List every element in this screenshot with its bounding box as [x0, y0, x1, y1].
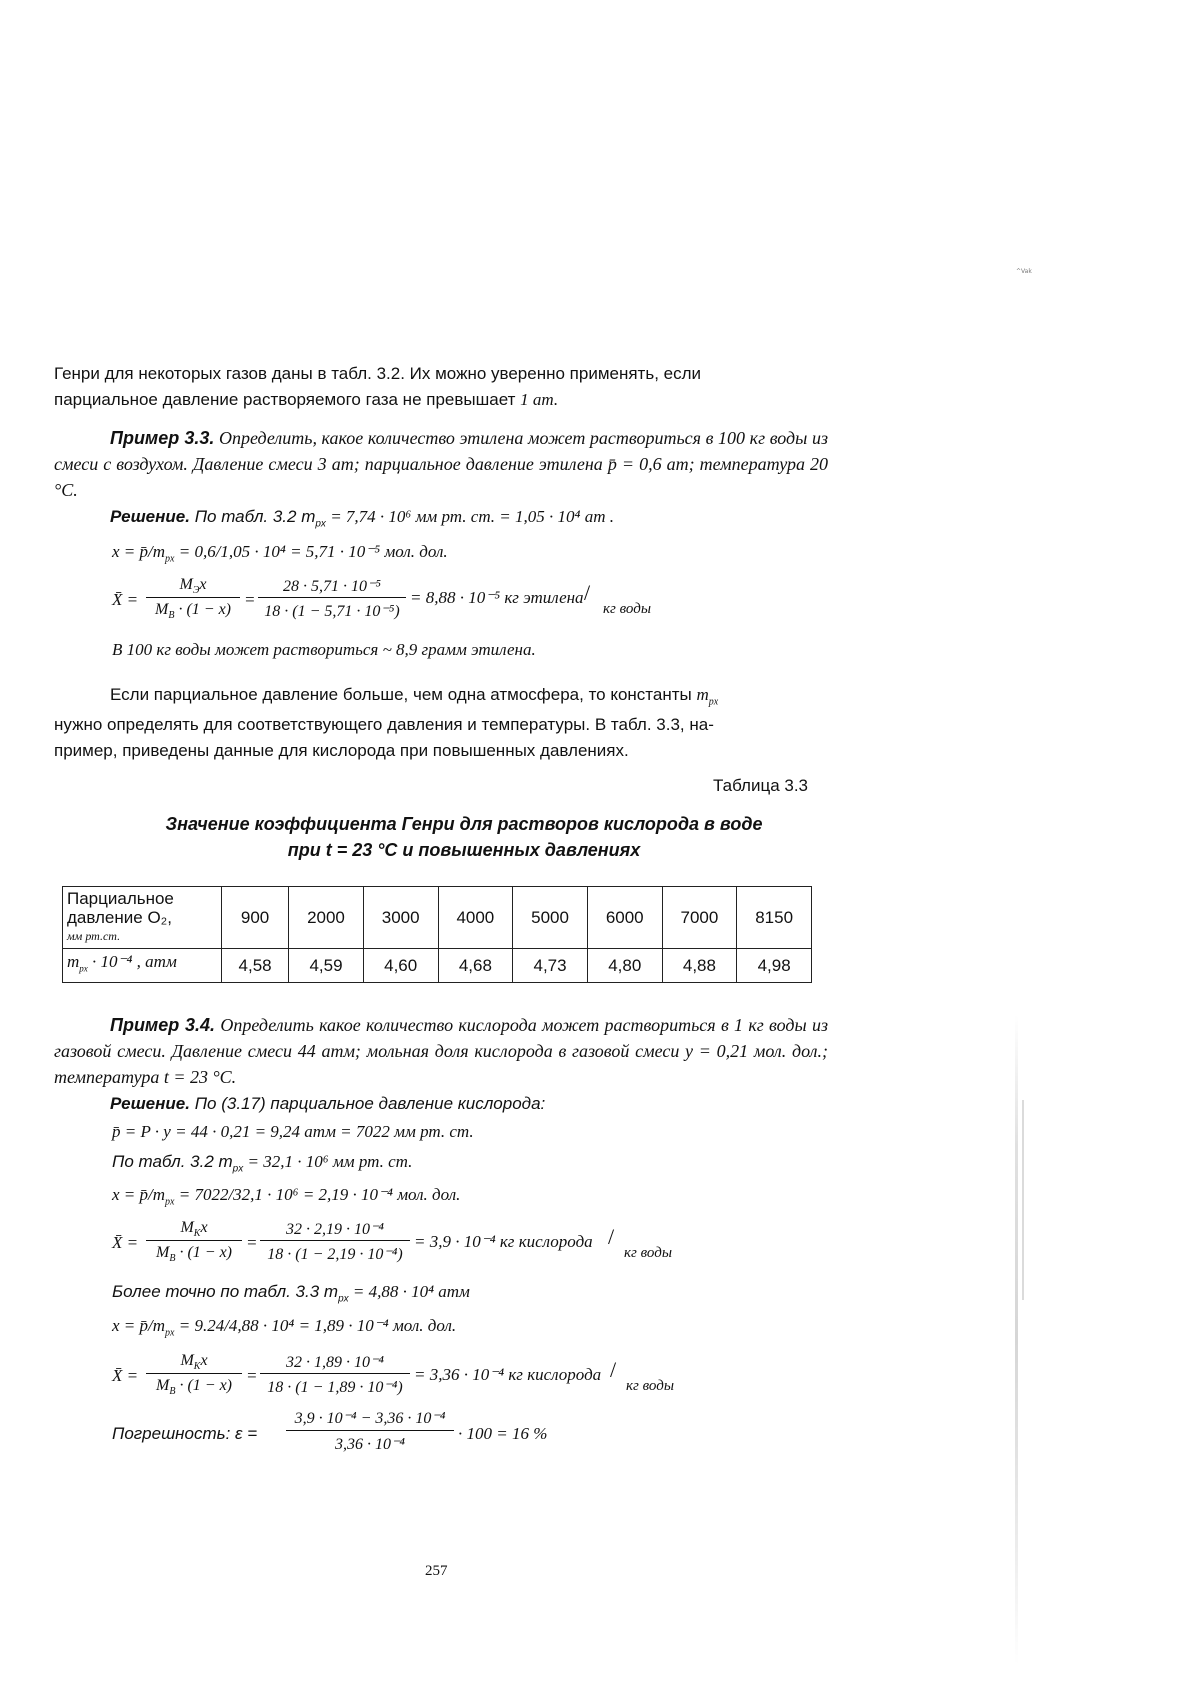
example-3-4-X2-den1: $M_B \cdot (1 - x)$ [156, 1377, 232, 1398]
example-3-4-error-result: · 100 = 16 % [458, 1424, 548, 1443]
example-3-4-X2-den2: 18 · (1 − 1,89 · 10⁻⁴) [267, 1379, 403, 1396]
slash: / [584, 580, 591, 605]
slash: / [608, 1224, 615, 1249]
example-3-3-X-unit: кг воды [603, 601, 651, 617]
example-3-4-X1-num1: $M_Kx$ [180, 1219, 208, 1240]
pressure-cell: 5000 [513, 887, 588, 949]
fraction-bar [146, 1240, 242, 1241]
para2-line-3: пример, приведены данные для кислорода при повышенных давлениях. [54, 741, 629, 760]
example-3-4-X1-unit: кг воды [624, 1245, 672, 1261]
fraction-bar [286, 1430, 454, 1431]
table-row-pressure [63, 887, 812, 949]
example-3-3-X-den1: $M_В \cdot (1 - x)$ [155, 601, 231, 622]
example-3-4-X2-unit: кг воды [626, 1378, 674, 1394]
pressure-cell: 7000 [662, 887, 737, 949]
example-3-4-precise-line: Более точно по табл. 3.3 $m_{px} = 4,88 \cdot 10^4$ атм [112, 1282, 470, 1305]
example-3-3-X-num1: $M_Эx$ [179, 576, 207, 597]
example-3-4-x2-formula: $x = p̄/m_{px} = 9.24/4,88 \cdot 10^4 = 1,89 \cdot 10^{-4}$ мол. дол. [112, 1316, 457, 1339]
slash: / [610, 1357, 617, 1382]
scan-edge-shadow-2 [1022, 1100, 1024, 1300]
example-3-3-X-num2: 28 · 5,71 · 10⁻⁵ [282, 578, 381, 595]
henry-coefficient-table [62, 886, 812, 983]
example-3-4: Пример 3.4. Определить какое количество кислорода может раствориться в 1 кг воды из газовой смеси. Давление смеси 44 атм; мольная доля кислорода в газовой смеси y = 0,21 мол. дол.; температура t = 23 °С. [54, 1015, 828, 1087]
fraction-bar [146, 1373, 242, 1374]
coefficient-cell: 4,73 [513, 949, 588, 983]
example-3-4-x-formula: $x = p̄/m_{px} = 7022/32,1 \cdot 10^6 = 2,19 \cdot 10^{-4}$ мол. дол. [112, 1185, 461, 1208]
coefficient-cell: 4,68 [438, 949, 513, 983]
para2-line-2: нужно определять для соответствующего давления и температуры. В табл. 3.3, на- [54, 715, 714, 734]
intro-line-1: Генри для некоторых газов даны в табл. 3.2. Их можно уверенно применять, если [54, 364, 702, 383]
pressure-cell: 3000 [363, 887, 438, 949]
equals-sign: = [246, 1366, 258, 1385]
example-3-4-X1-num2: 32 · 2,19 · 10⁻⁴ [285, 1221, 384, 1238]
example-3-4-X2-lhs: X̄ = [112, 1366, 139, 1385]
example-3-4-table-line: По табл. 3.2 $m_{px} = 32,1 \cdot 10^6$ мм рт. ст. [112, 1152, 413, 1175]
scan-edge-shadow [1015, 1015, 1018, 1665]
equals-sign: = [244, 590, 256, 609]
pressure-cell: 6000 [587, 887, 662, 949]
example-3-4-X2-num2: 32 · 1,89 · 10⁻⁴ [285, 1354, 384, 1371]
pressure-cell: 4000 [438, 887, 513, 949]
example-3-4-error-den: 3,36 · 10⁻⁴ [334, 1436, 405, 1453]
example-3-4-p-line: p̄ = P · y = 44 · 0,21 = 9,24 атм = 7022 мм рт. ст. [112, 1122, 474, 1141]
example-3-4-solution: Решение. По (3.17) парциальное давление кислорода: [110, 1094, 546, 1113]
intro-line-2: парциальное давление растворяемого газа не превышает 1 ат. [54, 390, 559, 409]
example-3-3-X-result: = 8,88 · 10⁻⁵ кг этилена [410, 588, 584, 607]
example-3-4-X2-result: = 3,36 · 10⁻⁴ кг кислорода [414, 1365, 602, 1384]
example-3-3: Пример 3.3. Определить, какое количество этилена может раствориться в 100 кг воды из смеси с воздухом. Давление смеси 3 ат; парциальное давление этилена p̄ = 0,6 ат; температура 20 °С. [54, 428, 828, 500]
coefficient-cell: 4,98 [737, 949, 812, 983]
coefficient-cell: 4,88 [662, 949, 737, 983]
example-3-3-X-den2: 18 · (1 − 5,71 · 10⁻⁵) [264, 603, 400, 620]
coefficient-cell: 4,58 [222, 949, 289, 983]
example-3-4-X1-result: = 3,9 · 10⁻⁴ кг кислорода [414, 1232, 593, 1251]
fraction-bar [260, 1240, 410, 1241]
para2-line-1: Если парциальное давление больше, чем одна атмосфера, то константы $m_{px}$ [110, 685, 719, 708]
fraction-bar [146, 597, 240, 598]
scan-mark: ^Vak [1016, 268, 1032, 275]
table-title-line-2: при t = 23 °С и повышенных давлениях [287, 840, 641, 860]
example-3-4-error-label: Погрешность: ε = [112, 1424, 258, 1443]
pressure-cell: 8150 [737, 887, 812, 949]
coefficient-cell: 4,59 [289, 949, 364, 983]
equals-sign: = [246, 1233, 258, 1252]
example-3-3-conclusion: В 100 кг воды может раствориться ~ 8,9 грамм этилена. [112, 640, 536, 659]
example-3-4-X1-den2: 18 · (1 − 2,19 · 10⁻⁴) [267, 1246, 403, 1263]
table-header-coefficient: $m_{px} \cdot 10^{-4}$ , атм [63, 949, 222, 983]
example-3-3-solution: Решение. По табл. 3.2 $m_{px} = 7,74 \cdot 10^6$ мм рт. ст. = 1,05 · 10⁴ ат . [110, 507, 614, 530]
pressure-cell: 900 [222, 887, 289, 949]
example-3-4-X2-num1: $M_Kx$ [180, 1352, 208, 1373]
coefficient-cell: 4,80 [587, 949, 662, 983]
table-caption: Таблица 3.3 [713, 776, 809, 795]
example-3-4-error-num: 3,9 · 10⁻⁴ − 3,36 · 10⁻⁴ [294, 1410, 446, 1427]
coefficient-cell: 4,60 [363, 949, 438, 983]
pressure-cell: 2000 [289, 887, 364, 949]
table-row-coefficient [63, 949, 812, 983]
example-3-4-X1-lhs: X̄ = [112, 1233, 139, 1252]
table-header-pressure: Парциальное давление O₂, мм рт.ст. [63, 887, 222, 949]
example-3-3-X-lhs: X̄ = [112, 590, 139, 609]
page-number: 257 [425, 1563, 448, 1579]
example-3-3-x-formula: $x = p̄/m_{px} = 0,6/1,05 \cdot 10^4 = 5,71 \cdot 10^{-5}$ мол. дол. [112, 542, 448, 565]
fraction-bar [258, 597, 406, 598]
fraction-bar [260, 1373, 410, 1374]
example-3-4-X1-den1: $M_B \cdot (1 - x)$ [156, 1244, 232, 1265]
table-title-line-1: Значение коэффициента Генри для растворов кислорода в воде [165, 814, 763, 834]
